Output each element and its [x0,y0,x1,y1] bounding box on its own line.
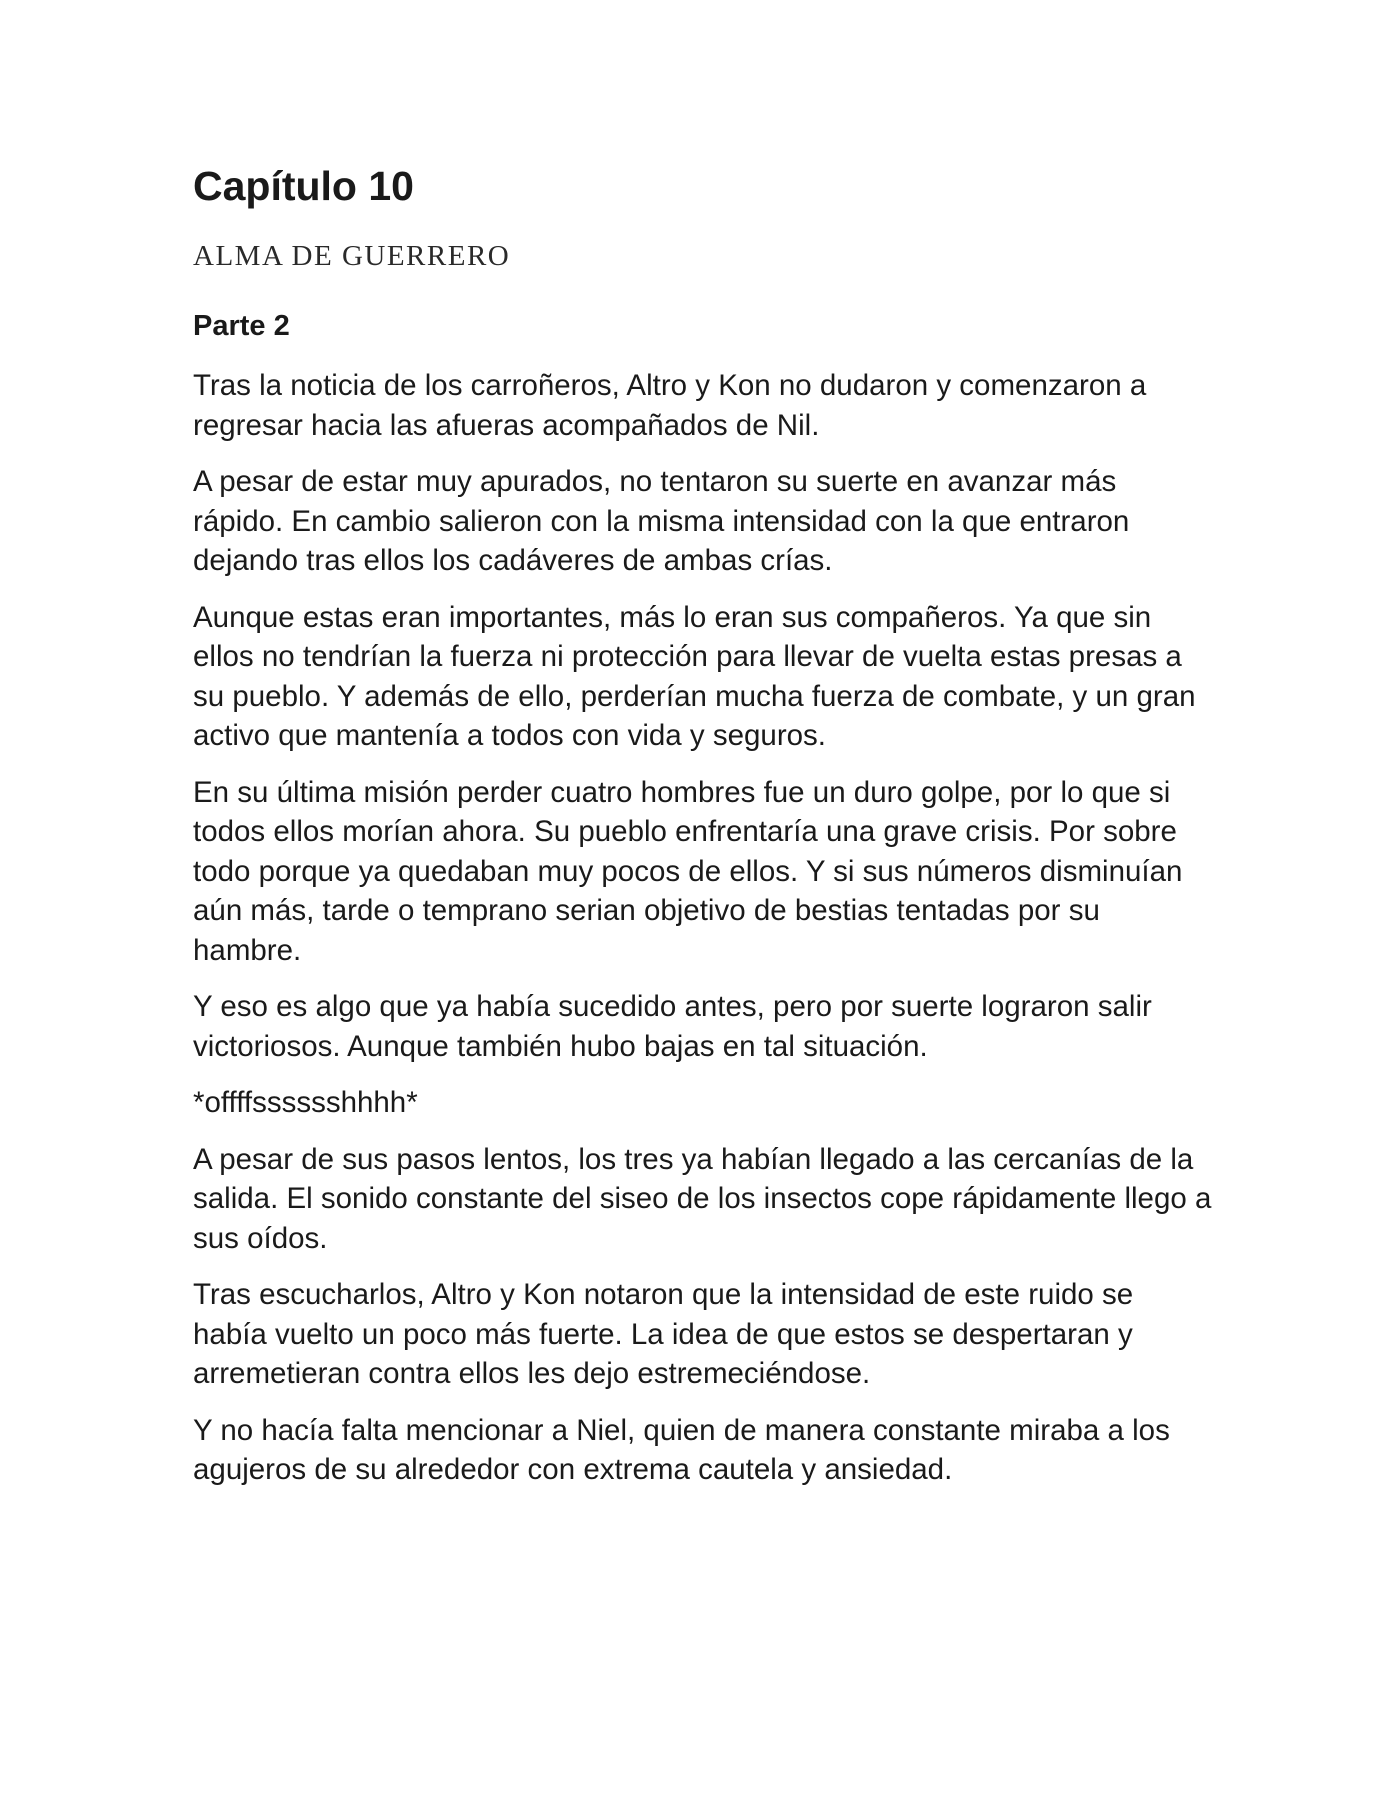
paragraph: Y no hacía falta mencionar a Niel, quien de manera constante miraba a los agujeros de su alrededor con extrema cautela y ansiedad. [193,1413,1170,1486]
part-label: Parte 2 [193,310,290,342]
book-title: ALMA DE GUERRERO [193,240,511,272]
paragraph: En su última misión perder cuatro hombres fue un duro golpe, por lo que si todos ellos morían ahora. Su pueblo enfrentaría una grave crisis. Por sobre todo porque ya quedaban muy pocos de ellos. Y si sus números disminuían aún más, tarde o temprano serian objetivo de bestias tentadas por su hambre. [193,775,1183,967]
paragraph: A pesar de sus pasos lentos, los tres ya habían llegado a las cercanías de la salida. El sonido constante del siseo de los insectos cope rápidamente llego a sus oídos. [193,1142,1212,1255]
body-text [193,366,1223,1490]
paragraph: Tras escucharlos, Altro y Kon notaron que la intensidad de este ruido se había vuelto un poco más fuerte. La idea de que estos se despertaran y arremetieran contra ellos les dejo estremeciéndose. [193,1278,1134,1390]
paragraph: Y eso es algo que ya había sucedido antes, pero por suerte lograron salir victoriosos. Aunque también hubo bajas en tal situación. [193,990,1152,1063]
paragraph: Aunque estas eran importantes, más lo eran sus compañeros. Ya que sin ellos no tendrían la fuerza ni protección para llevar de vuelta estas presas a su pueblo. Y además de ello, perderían mucha fuerza de combate, y un gran activo que mantenía a todos con vida y seguros. [193,600,1196,752]
sound-effect: *offffsssssshhhh* [193,1086,418,1119]
paragraph: A pesar de estar muy apurados, no tentaron su suerte en avanzar más rápido. En cambio salieron con la misma intensidad con la que entraron dejando tras ellos los cadáveres de ambas crías. [193,465,1130,577]
document-page [193,160,1223,1507]
paragraph: Tras la noticia de los carroñeros, Altro y Kon no dudaron y comenzaron a regresar hacia las afueras acompañados de Nil. [193,369,1147,442]
chapter-title: Capítulo 10 [193,163,414,209]
